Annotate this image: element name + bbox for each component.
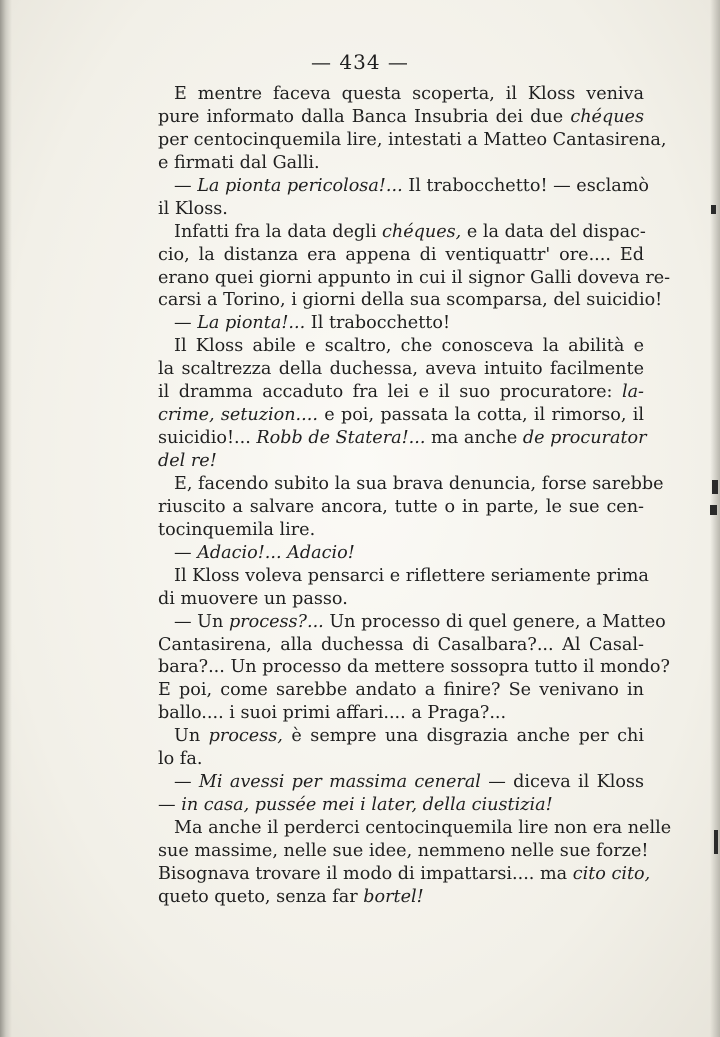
text-line: pure informato dalla Banca Insubria dei due chéques	[158, 106, 644, 127]
text-line: del re!	[158, 451, 217, 471]
text-line: sue massime, nelle sue idee, nemmeno nelle sue forze!	[158, 840, 649, 861]
body-text	[158, 83, 672, 909]
text-line: — Adacio!... Adacio!	[174, 542, 355, 563]
text-line: queto queto, senza far bortel!	[158, 886, 424, 907]
text-line: Bisognava trovare il modo di impattarsi.... ma cito cito,	[158, 863, 651, 884]
text-line: per centocinquemila lire, intestati a Matteo Cantasirena,	[158, 129, 667, 150]
text-line: — in casa, pussée mei i later, della ciustizia!	[158, 795, 553, 816]
text-line: Ma anche il perderci centocinquemila lire non era nelle	[174, 818, 672, 838]
text-line: Il Kloss voleva pensarci e riflettere seriamente prima	[174, 565, 649, 586]
page-left-edge-shadow	[0, 0, 12, 1037]
text-line: suicidio!... Robb de Statera!... ma anche de procurator	[158, 428, 647, 449]
text-line: e firmati dal Galli.	[158, 152, 320, 173]
text-line: Il Kloss abile e scaltro, che conosceva la abilità e	[174, 336, 644, 357]
text-line: di muovere un passo.	[158, 588, 348, 609]
page-right-edge-shadow	[710, 0, 720, 1037]
text-line: riuscito a salvare ancora, tutte o in parte, le sue cen-	[158, 496, 644, 517]
text-line: — Un process?... Un processo di quel genere, a Matteo	[174, 611, 666, 632]
text-line: la scaltrezza della duchessa, aveva intuito facilmente	[158, 359, 644, 380]
text-line: Cantasirena, alla duchessa di Casalbara?... Al Casal-	[158, 634, 644, 655]
text-line: E mentre faceva questa scoperta, il Kloss veniva	[174, 84, 644, 104]
text-line: il dramma accaduto fra lei e il suo procuratore: la-	[158, 382, 644, 403]
text-line: bara?... Un processo da mettere sossopra tutto il mondo?	[158, 657, 670, 678]
text-line: Un process, è sempre una disgrazia anche per chi	[174, 726, 644, 747]
text-line: — La pionta pericolosa!... Il trabocchetto! — esclamò	[174, 175, 649, 196]
text-line: — La pionta!... Il trabocchetto!	[174, 313, 451, 334]
text-line: tocinquemila lire.	[158, 519, 316, 540]
text-line: E poi, come sarebbe andato a finire? Se venivano in	[158, 680, 644, 701]
text-line: E, facendo subito la sua brava denuncia, forse sarebbe	[174, 473, 664, 494]
text-line: il Kloss.	[158, 198, 228, 219]
text-line: ballo.... i suoi primi affari.... a Praga?...	[158, 703, 507, 724]
text-line: cio, la distanza era appena di ventiquattr' ore.... Ed	[158, 244, 644, 265]
text-line: carsi a Torino, i giorni della sua scomparsa, del suicidio!	[158, 290, 663, 311]
text-line: erano quei giorni appunto in cui il signor Galli doveva re-	[158, 267, 671, 288]
scan-speck	[710, 505, 717, 515]
text-line: — Mi avessi per massima ceneral — diceva il Kloss	[174, 772, 644, 793]
text-line: Infatti fra la data degli chéques, e la data del dispac-	[174, 221, 646, 242]
page-number: — 434 —	[311, 50, 409, 74]
scan-speck	[711, 205, 716, 214]
text-line: crime, setuzion.... e poi, passata la cotta, il rimorso, il	[158, 405, 644, 426]
scan-speck	[714, 830, 718, 854]
scan-speck	[712, 480, 718, 494]
text-line: lo fa.	[158, 749, 203, 770]
